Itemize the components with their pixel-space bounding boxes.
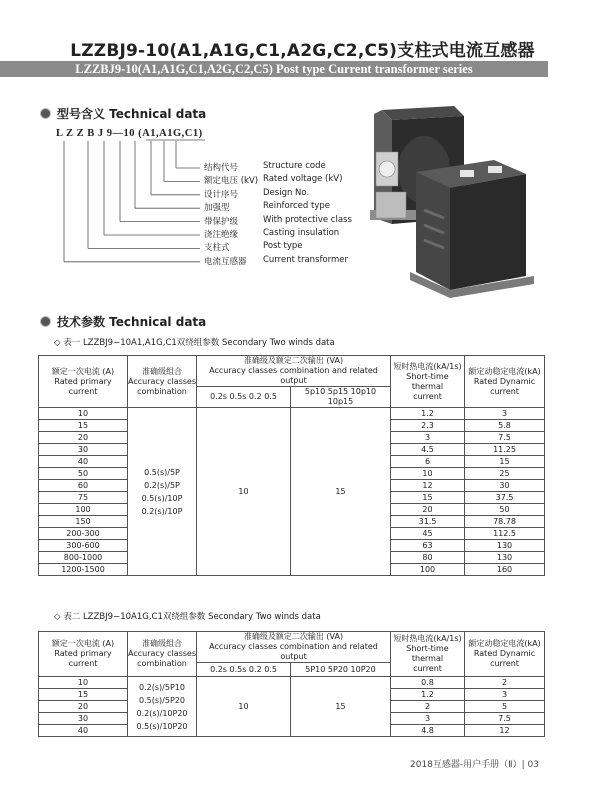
thermal-cell: 1.2 xyxy=(391,408,465,420)
col-accuracy: 准确级组合 Accuracy classes combination xyxy=(128,356,197,408)
primary-current-cell: 15 xyxy=(39,689,128,701)
thermal-cell: 0.8 xyxy=(391,677,465,689)
model-label-en: Design No. xyxy=(263,187,310,198)
primary-current-cell: 40 xyxy=(39,456,128,468)
accuracy-cell: 0.2(s)/5P10 0.5(s)/5P20 0.2(s)/10P20 0.5(s)/10P20 xyxy=(128,677,197,737)
primary-current-cell: 40 xyxy=(39,725,128,737)
table2-caption: ◇ 表二 LZZBJ9−10A1G,C1双绕组参数 Secondary Two winds data xyxy=(54,612,321,622)
primary-current-cell: 30 xyxy=(39,713,128,725)
primary-current-cell: 300-600 xyxy=(39,540,128,552)
model-label-en: Rated voltage (kV) xyxy=(263,174,343,185)
model-label-cn: 设计序号 xyxy=(204,189,239,200)
thermal-cell: 80 xyxy=(391,552,465,564)
page-title: LZZBJ9-10(A1,A1G,C1,A2G,C2,C5)支柱式电流互感器 xyxy=(70,41,535,61)
model-label-en: Current transformer xyxy=(263,254,349,265)
thermal-cell: 12 xyxy=(391,480,465,492)
primary-current-cell: 800-1000 xyxy=(39,552,128,564)
dynamic-cell: 11.25 xyxy=(465,444,545,456)
thermal-cell: 20 xyxy=(391,504,465,516)
col-output-a: 0.2s 0.5s 0.2 0.5 xyxy=(197,663,291,677)
model-label-cn: 结构代号 xyxy=(204,163,239,173)
model-code: L Z Z B J 9—10 (A1,A1G,C1) xyxy=(56,128,203,139)
dynamic-cell: 30 xyxy=(465,480,545,492)
dynamic-cell: 78.78 xyxy=(465,516,545,528)
thermal-cell: 3 xyxy=(391,713,465,725)
thermal-cell: 6 xyxy=(391,456,465,468)
primary-current-cell: 10 xyxy=(39,408,128,420)
dynamic-cell: 37.5 xyxy=(465,492,545,504)
primary-current-cell: 15 xyxy=(39,420,128,432)
primary-current-cell: 50 xyxy=(39,468,128,480)
model-label-cn: 带保护级 xyxy=(204,216,239,227)
primary-current-cell: 100 xyxy=(39,504,128,516)
dynamic-cell: 160 xyxy=(465,564,545,576)
model-section-heading: 型号含义 Technical data xyxy=(40,105,206,122)
thermal-cell: 2 xyxy=(391,701,465,713)
output-a-cell: 10 xyxy=(197,408,291,576)
col-output-b: 5p10 5p15 10p10 10p15 xyxy=(291,387,391,408)
col-output-a: 0.2s 0.5s 0.2 0.5 xyxy=(197,387,291,408)
accuracy-cell: 0.5(s)/5P 0.2(s)/5P 0.5(s)/10P 0.2(s)/10P xyxy=(128,408,197,576)
thermal-cell: 4.8 xyxy=(391,725,465,737)
dynamic-cell: 50 xyxy=(465,504,545,516)
primary-current-cell: 60 xyxy=(39,480,128,492)
col-output-b: 5P10 5P20 10P20 xyxy=(291,663,391,677)
dynamic-cell: 112.5 xyxy=(465,528,545,540)
table-row xyxy=(39,408,545,420)
dynamic-cell: 7.5 xyxy=(465,713,545,725)
dynamic-cell: 2 xyxy=(465,677,545,689)
thermal-cell: 15 xyxy=(391,492,465,504)
dynamic-cell: 130 xyxy=(465,552,545,564)
bullet-icon xyxy=(40,316,51,327)
primary-current-cell: 200-300 xyxy=(39,528,128,540)
page-subtitle: LZZBJ9-10(A1,A1G,C1,A2G,C2,C5) Post type Current transformer series xyxy=(75,62,473,76)
output-b-cell: 15 xyxy=(291,677,391,737)
primary-current-cell: 20 xyxy=(39,432,128,444)
col-output: 准确级及额定二次输出 (VA) Accuracy classes combination and related output xyxy=(197,632,391,663)
thermal-cell: 63 xyxy=(391,540,465,552)
col-accuracy: 准确级组合 Accuracy classes combination xyxy=(128,632,197,677)
primary-current-cell: 75 xyxy=(39,492,128,504)
primary-current-cell: 1200-1500 xyxy=(39,564,128,576)
table2 xyxy=(38,631,545,737)
primary-current-cell: 30 xyxy=(39,444,128,456)
thermal-cell: 100 xyxy=(391,564,465,576)
dynamic-cell: 3 xyxy=(465,408,545,420)
model-label-cn: 浇注绝缘 xyxy=(204,230,239,240)
model-label-cn: 支柱式 xyxy=(204,243,230,254)
table1 xyxy=(38,355,545,576)
model-label-en: Casting insulation xyxy=(263,228,340,238)
page-footer: 2018互感器-用户手册（Ⅱ）| 03 xyxy=(410,760,539,770)
dynamic-cell: 7.5 xyxy=(465,432,545,444)
col-thermal: 短时热电流(kA/1s) Short-time thermal current xyxy=(391,356,465,408)
dynamic-cell: 25 xyxy=(465,468,545,480)
thermal-cell: 1.2 xyxy=(391,689,465,701)
product-photo xyxy=(364,100,559,300)
model-label-en: Post type xyxy=(263,241,303,252)
tech-section-heading: 技术参数 Technical data xyxy=(40,313,206,330)
dynamic-cell: 12 xyxy=(465,725,545,737)
primary-current-cell: 150 xyxy=(39,516,128,528)
dynamic-cell: 5.8 xyxy=(465,420,545,432)
table1-caption: ◇ 表一 LZZBJ9−10A1,A1G,C1双绕组参数 Secondary Two winds data xyxy=(54,338,335,348)
thermal-cell: 4.5 xyxy=(391,444,465,456)
dynamic-cell: 130 xyxy=(465,540,545,552)
dynamic-cell: 5 xyxy=(465,701,545,713)
thermal-cell: 45 xyxy=(391,528,465,540)
table-row xyxy=(39,677,545,689)
dynamic-cell: 3 xyxy=(465,689,545,701)
col-thermal: 短时热电流(kA/1s) Short-time thermal current xyxy=(391,632,465,677)
model-label-cn: 电流互感器 xyxy=(204,256,247,267)
thermal-cell: 10 xyxy=(391,468,465,480)
primary-current-cell: 10 xyxy=(39,677,128,689)
thermal-cell: 3 xyxy=(391,432,465,444)
model-label-en: With protective class xyxy=(263,214,352,225)
model-label-en: Structure code xyxy=(263,161,326,171)
model-label-cn: 加强型 xyxy=(204,203,230,214)
col-primary-current: 额定一次电流 (A) Rated primary current xyxy=(39,356,128,408)
col-output: 准确级及额定二次输出 (VA) Accuracy classes combination and related output xyxy=(197,356,391,387)
primary-current-cell: 20 xyxy=(39,701,128,713)
dynamic-cell: 15 xyxy=(465,456,545,468)
output-a-cell: 10 xyxy=(197,677,291,737)
model-label-cn: 额定电压 (kV) xyxy=(204,176,259,187)
col-primary-current: 额定一次电流 (A) Rated primary current xyxy=(39,632,128,677)
model-label-en: Reinforced type xyxy=(263,201,330,212)
col-dynamic: 额定动稳定电流(kA) Rated Dynamic current xyxy=(465,632,545,677)
output-b-cell: 15 xyxy=(291,408,391,576)
thermal-cell: 2.3 xyxy=(391,420,465,432)
model-code-diagram xyxy=(0,0,360,280)
col-dynamic: 额定动稳定电流(kA) Rated Dynamic current xyxy=(465,356,545,408)
thermal-cell: 31.5 xyxy=(391,516,465,528)
